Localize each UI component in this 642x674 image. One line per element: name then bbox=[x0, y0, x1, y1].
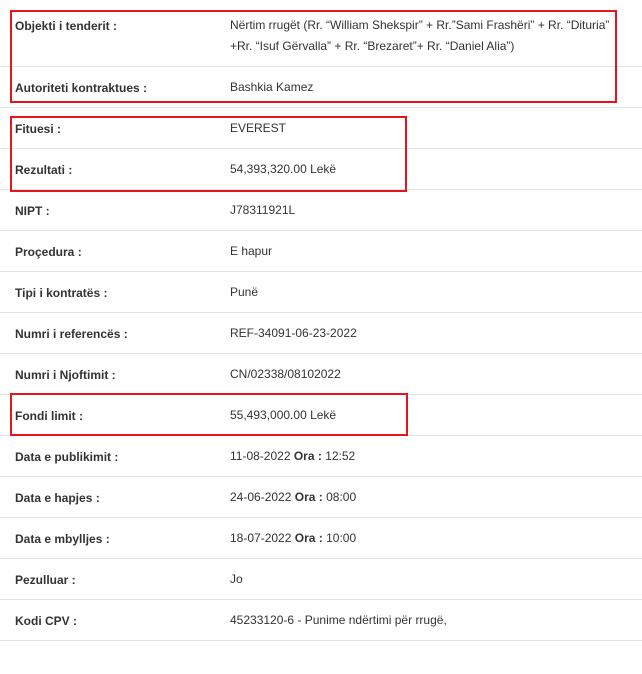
value-fondi-limit: 55,493,000.00 Lekë bbox=[230, 408, 337, 422]
label-data-hapjes: Data e hapjes : bbox=[15, 491, 100, 505]
label-data-publikimit: Data e publikimit : bbox=[15, 450, 119, 464]
label-procedura: Proçedura : bbox=[15, 245, 82, 259]
value-numri-references: REF-34091-06-23-2022 bbox=[230, 326, 357, 340]
value-nipt: J78311921L bbox=[230, 203, 296, 217]
row-numri-njoftimit bbox=[0, 354, 642, 395]
row-nipt bbox=[0, 190, 642, 231]
date-hapjes: 24-06-2022 bbox=[230, 490, 292, 504]
value-data-hapjes bbox=[230, 487, 356, 508]
row-numri-references bbox=[0, 313, 642, 354]
label-kodi-cpv: Kodi CPV : bbox=[15, 614, 77, 628]
label-tipi-kontrates: Tipi i kontratës : bbox=[15, 286, 108, 300]
value-kodi-cpv: 45233120-6 - Punime ndërtimi për rrugë, bbox=[230, 613, 447, 627]
label-autoriteti: Autoriteti kontraktues : bbox=[15, 81, 148, 95]
row-pezulluar bbox=[0, 559, 642, 600]
row-kodi-cpv bbox=[0, 600, 642, 641]
label-data-mbylljes: Data e mbylljes : bbox=[15, 532, 110, 546]
ora-label-mbylljes: Ora : bbox=[294, 531, 323, 545]
value-tipi-kontrates: Punë bbox=[230, 285, 259, 299]
time-mbylljes: 10:00 bbox=[326, 531, 357, 545]
date-mbylljes: 18-07-2022 bbox=[230, 531, 292, 545]
time-hapjes: 08:00 bbox=[326, 490, 357, 504]
label-rezultati: Rezultati : bbox=[15, 163, 73, 177]
value-procedura: E hapur bbox=[230, 244, 273, 258]
row-autoriteti bbox=[0, 67, 642, 108]
label-fondi-limit: Fondi limit : bbox=[15, 409, 83, 423]
value-pezulluar: Jo bbox=[230, 572, 243, 586]
label-fituesi: Fituesi : bbox=[15, 122, 62, 136]
value-objekti-line1: Nërtim rrugët (Rr. “William Shekspir” + Rr.”Sami Frashëri” + Rr. “Dituria” bbox=[230, 18, 610, 32]
value-fituesi: EVEREST bbox=[230, 121, 287, 135]
label-numri-njoftimit: Numri i Njoftimit : bbox=[15, 368, 116, 382]
value-numri-njoftimit: CN/02338/08102022 bbox=[230, 367, 341, 381]
row-objekti bbox=[0, 0, 642, 67]
time-publikimit: 12:52 bbox=[325, 449, 356, 463]
date-publikimit: 11-08-2022 bbox=[230, 449, 291, 463]
row-tipi-kontrates bbox=[0, 272, 642, 313]
ora-label-hapjes: Ora : bbox=[294, 490, 323, 504]
ora-label-publikimit: Ora : bbox=[293, 449, 322, 463]
value-data-mbylljes bbox=[230, 528, 356, 549]
label-numri-references: Numri i referencës : bbox=[15, 327, 128, 341]
value-data-publikimit bbox=[230, 446, 355, 467]
label-objekti: Objekti i tenderit : bbox=[15, 19, 118, 33]
value-autoriteti: Bashkia Kamez bbox=[230, 80, 314, 94]
row-fondi-limit bbox=[0, 395, 642, 436]
row-data-mbylljes bbox=[0, 518, 642, 559]
row-procedura bbox=[0, 231, 642, 272]
label-pezulluar: Pezulluar : bbox=[15, 573, 76, 587]
row-data-publikimit bbox=[0, 436, 642, 477]
value-rezultati: 54,393,320.00 Lekë bbox=[230, 162, 337, 176]
value-objekti-line2: +Rr. “Isuf Gërvalla” + Rr. “Brezaret”+ Rr. “Daniel Alia”) bbox=[230, 39, 515, 53]
label-nipt: NIPT : bbox=[15, 204, 50, 218]
row-rezultati bbox=[0, 149, 642, 190]
row-fituesi bbox=[0, 108, 642, 149]
row-data-hapjes bbox=[0, 477, 642, 518]
